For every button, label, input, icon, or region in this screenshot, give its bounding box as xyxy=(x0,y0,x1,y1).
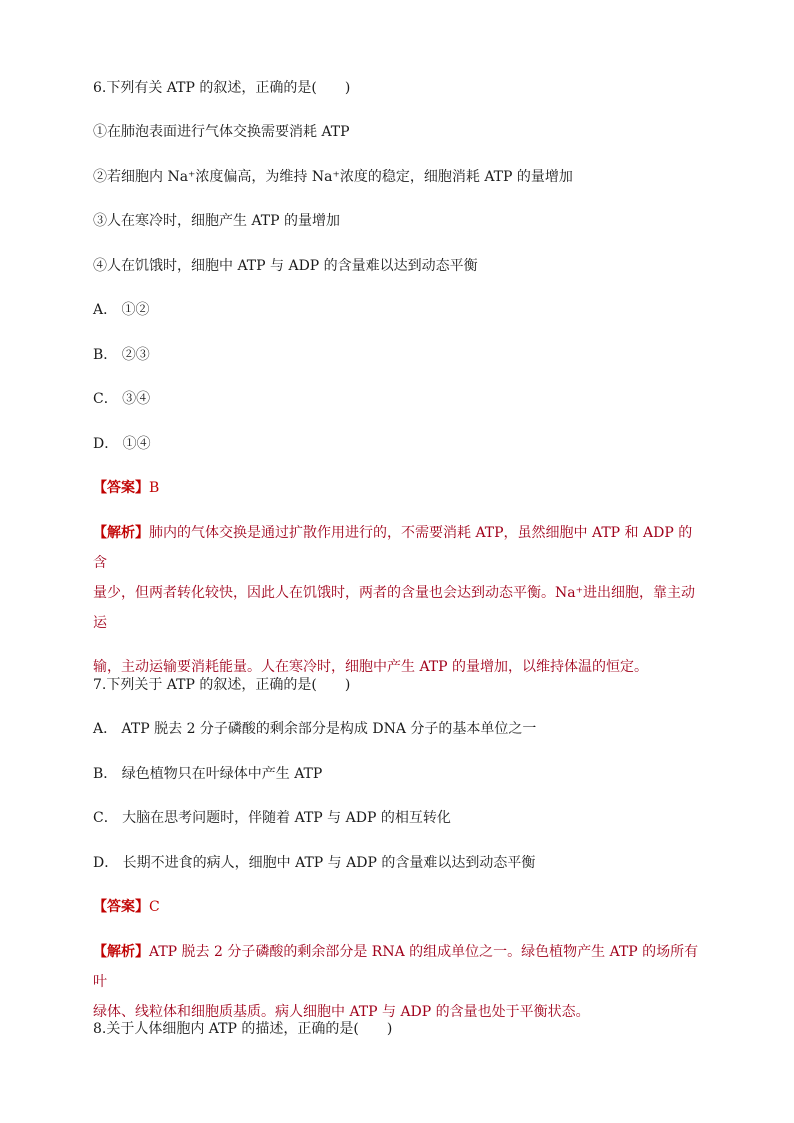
analysis-line-2: 量少，但两者转化较快，因此人在饥饿时，两者的含量也会达到动态平衡。Na⁺进出细胞，靠主动 xyxy=(93,585,695,601)
question-7-option-a: A． ATP 脱去 2 分子磷酸的剩余部分是构成 DNA 分子的基本单位之一 xyxy=(93,721,537,737)
question-7-answer xyxy=(93,897,160,917)
question-6-option-a: A． ①② xyxy=(93,302,150,318)
analysis-label: 【解析】 xyxy=(93,944,149,960)
question-6-statement-4: ④人在饥饿时，细胞中 ATP 与 ADP 的含量难以达到动态平衡 xyxy=(93,258,478,274)
question-7-option-b: B． 绿色植物只在叶绿体中产生 ATP xyxy=(93,766,323,782)
question-7-option-c: C． 大脑在思考问题时，伴随着 ATP 与 ADP 的相互转化 xyxy=(93,810,451,826)
answer-label: 【答案】 xyxy=(93,899,149,915)
analysis-line-3: 运 xyxy=(93,615,107,631)
question-6-option-c: C． ③④ xyxy=(93,391,151,407)
answer-value: C xyxy=(149,899,160,915)
analysis-line-2: 绿体、线粒体和细胞质基质。病人细胞中 ATP 与 ADP 的含量也处于平衡状态。 xyxy=(93,1004,590,1020)
question-6-option-d: D． ①④ xyxy=(93,436,151,452)
analysis-line-1: 【解析】ATP 脱去 2 分子磷酸的剩余部分是 RNA 的组成单位之一。绿色植物产生 ATP 的场所有叶 xyxy=(93,944,699,990)
question-6-statement-2: ②若细胞内 Na⁺浓度偏高，为维持 Na⁺浓度的稳定，细胞消耗 ATP 的量增加 xyxy=(93,169,573,185)
answer-label: 【答案】 xyxy=(93,480,149,496)
question-7-stem: 7.下列关于 ATP 的叙述，正确的是( ) xyxy=(93,677,351,693)
answer-value: B xyxy=(149,480,160,496)
analysis-label: 【解析】 xyxy=(93,525,149,541)
analysis-line-1: 【解析】肺内的气体交换是通过扩散作用进行的，不需要消耗 ATP，虽然细胞中 ATP 和 ADP 的含 xyxy=(93,525,693,571)
question-6-answer xyxy=(93,478,159,498)
question-6-statement-3: ③人在寒冷时，细胞产生 ATP 的量增加 xyxy=(93,213,341,229)
question-7-option-d: D． 长期不进食的病人，细胞中 ATP 与 ADP 的含量难以达到动态平衡 xyxy=(93,855,536,871)
question-6-analysis xyxy=(93,518,703,682)
analysis-line-4: 输，主动运输要消耗能量。人在寒冷时，细胞中产生 ATP 的量增加，以维持体温的恒定。 xyxy=(93,659,649,675)
question-7-analysis xyxy=(93,937,703,1027)
question-6-statement-1: ①在肺泡表面进行气体交换需要消耗 ATP xyxy=(93,124,350,140)
question-8-stem: 8.关于人体细胞内 ATP 的描述，正确的是( ) xyxy=(93,1021,393,1037)
question-6-stem: 6.下列有关 ATP 的叙述，正确的是( ) xyxy=(93,80,351,96)
question-6-option-b: B． ②③ xyxy=(93,347,150,363)
